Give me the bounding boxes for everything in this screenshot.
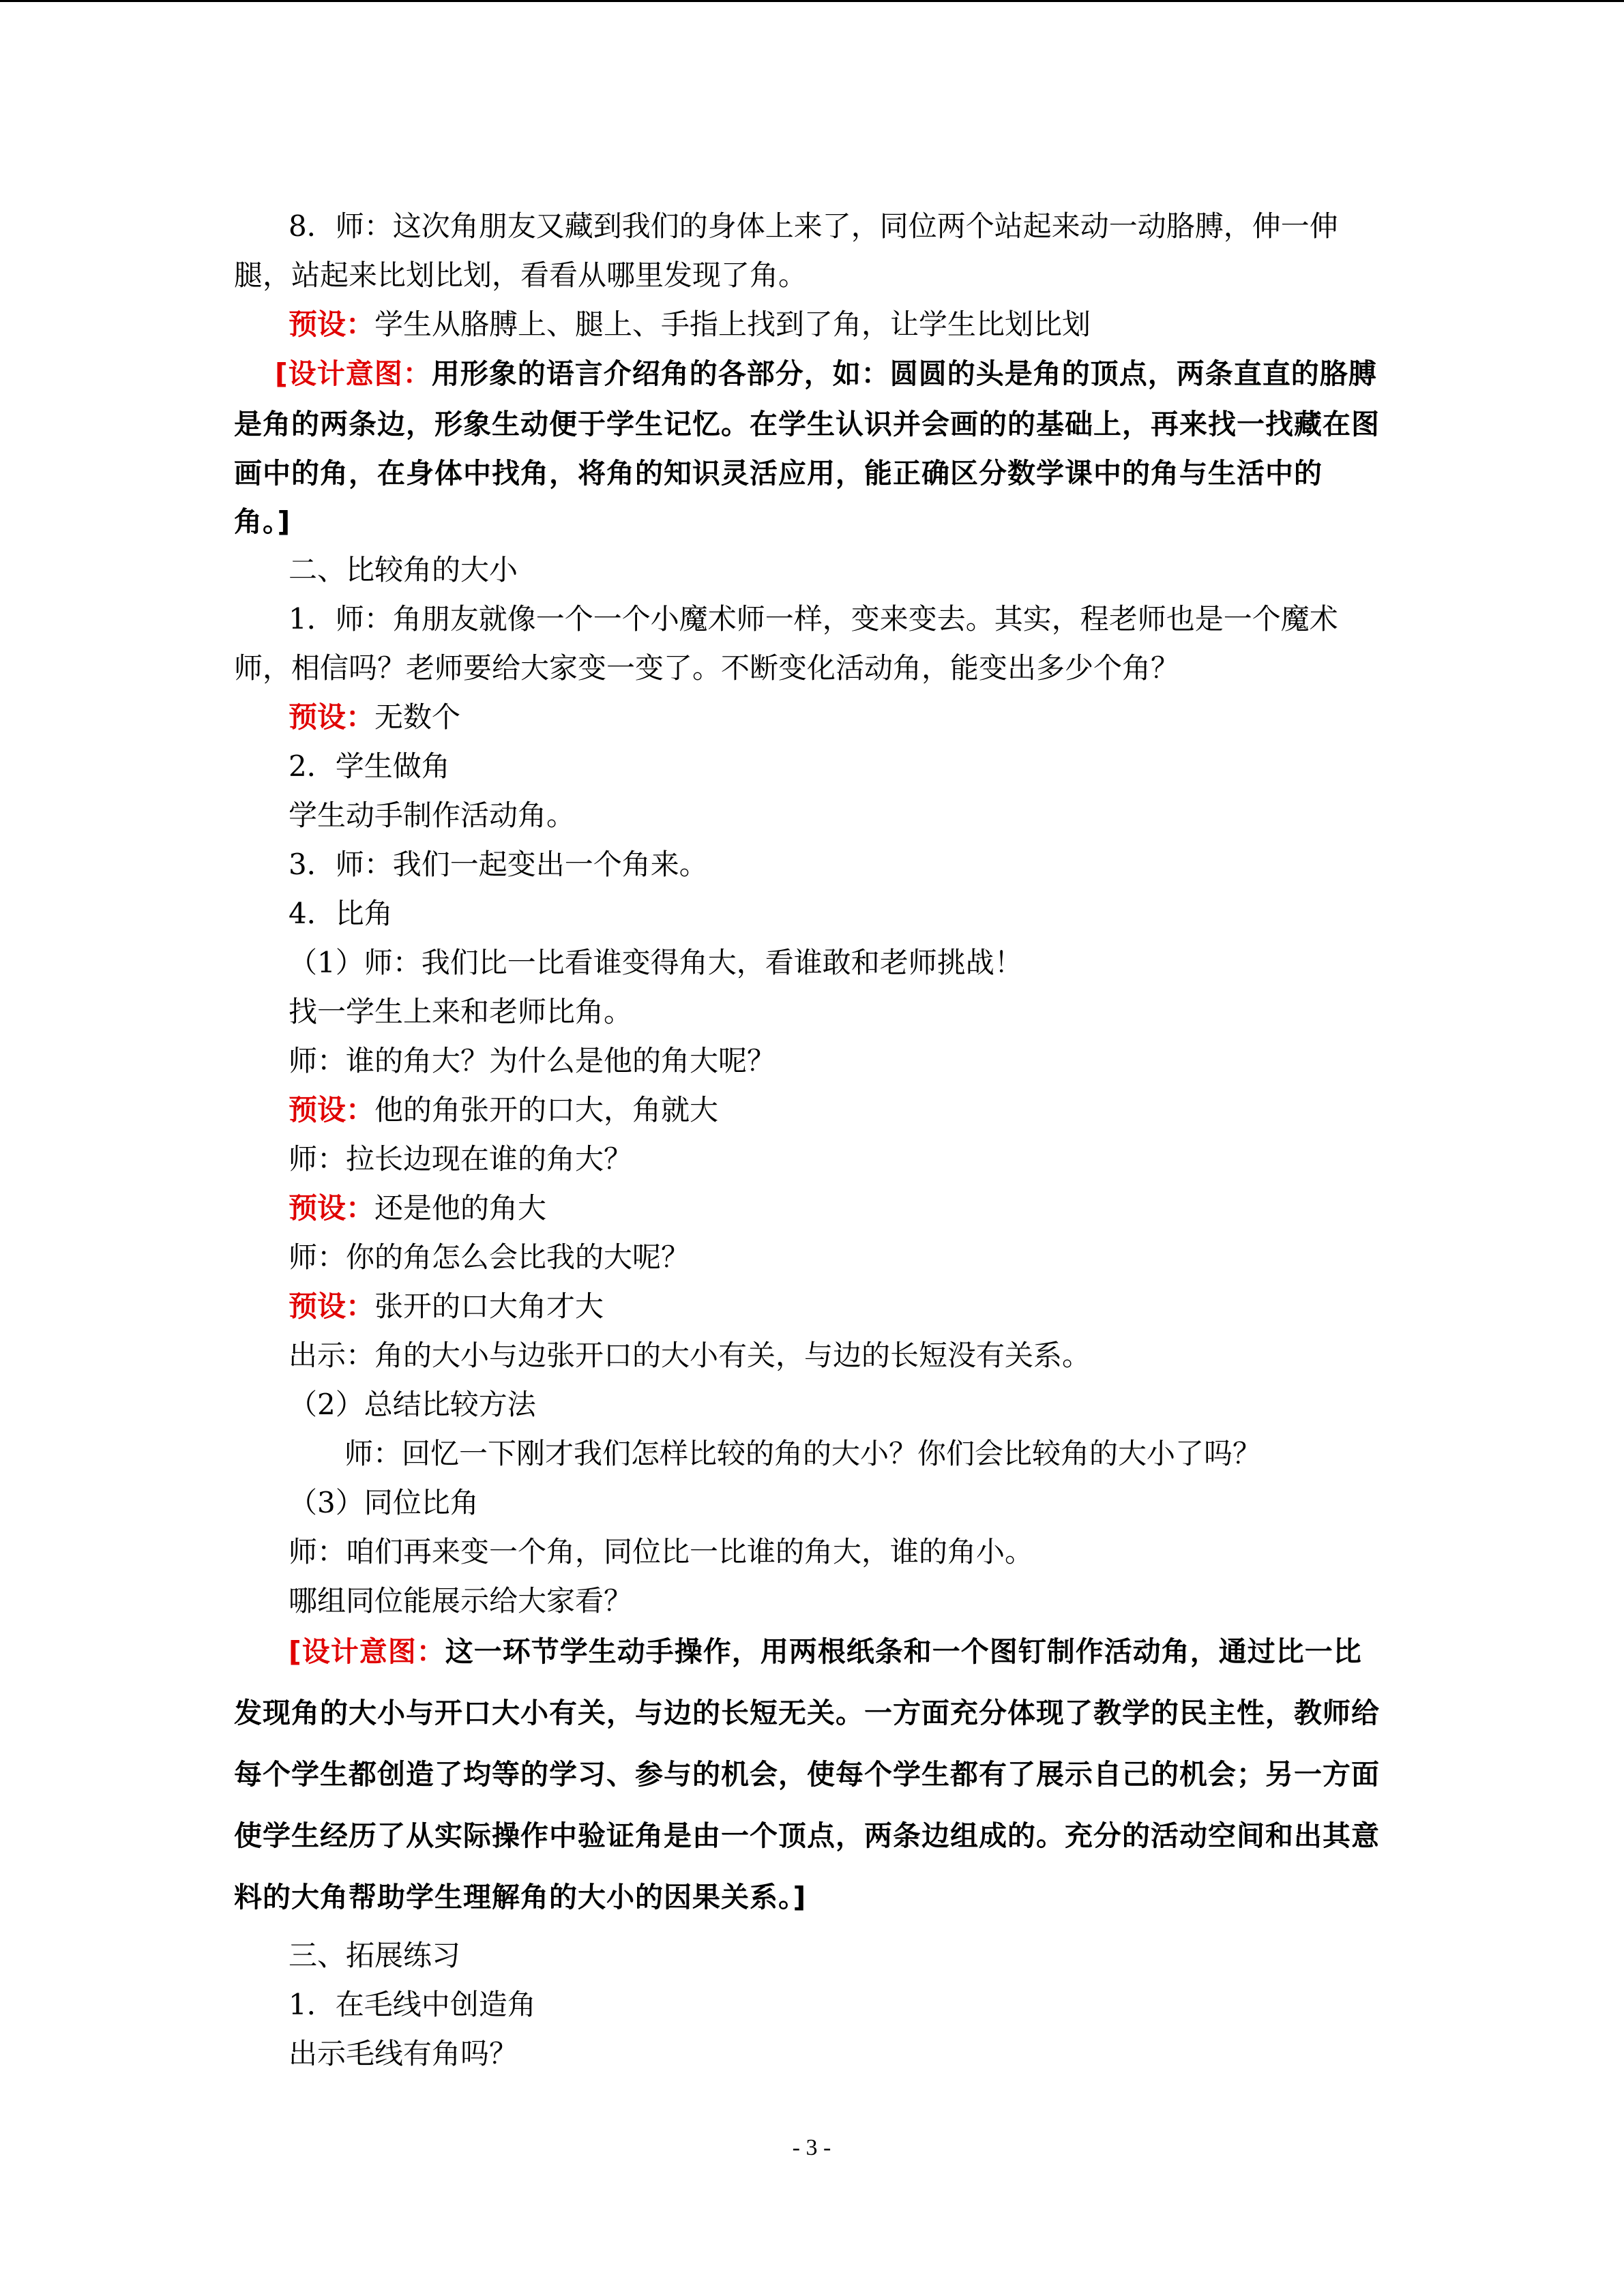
paragraph-line: 师：回忆一下刚才我们怎样比较的角的大小？你们会比较角的大小了吗？ — [344, 1437, 1262, 1470]
preset-label: 预设： — [289, 700, 375, 734]
design-note-line: 料的大角帮助学生理解角的大小的因果关系。] — [234, 1881, 807, 1913]
section-heading: 二、比较角的大小 — [289, 553, 518, 586]
design-note-text: 这一环节学生动手操作，用两根纸条和一个图钉制作活动角，通过比一比 — [445, 1635, 1362, 1668]
paragraph-line: 师：你的角怎么会比我的大呢？ — [289, 1240, 690, 1274]
preset-line — [289, 304, 1091, 345]
top-border-line — [0, 0, 1624, 2]
paragraph-line: 4．比角 — [289, 897, 393, 930]
design-note-line: 每个学生都创造了均等的学习、参与的机会，使每个学生都有了展示自己的机会；另一方面 — [234, 1758, 1380, 1791]
paragraph-line: （2）总结比较方法 — [289, 1388, 536, 1421]
preset-label: 预设： — [289, 1093, 375, 1127]
preset-line — [289, 1286, 604, 1327]
paragraph-line: 腿，站起来比划比划，看看从哪里发现了角。 — [234, 258, 808, 292]
design-note-line: 画中的角，在身体中找角，将角的知识灵活应用，能正确区分数学课中的角与生活中的 — [234, 457, 1323, 490]
paragraph-line: 师：拉长边现在谁的角大？ — [289, 1142, 633, 1176]
design-note-line: 发现角的大小与开口大小有关，与边的长短无关。一方面充分体现了教学的民主性，教师给 — [234, 1697, 1380, 1729]
page-number: - 3 - — [792, 2135, 831, 2160]
preset-line — [289, 697, 460, 738]
design-note-label: [设计意图： — [275, 357, 432, 390]
preset-text: 张开的口大角才大 — [374, 1289, 604, 1323]
design-note-line — [289, 1631, 1362, 1672]
paragraph-line: 1．在毛线中创造角 — [289, 1988, 536, 2021]
paragraph-line: 出示毛线有角吗？ — [289, 2037, 518, 2070]
paragraph-line: 找一学生上来和老师比角。 — [289, 995, 633, 1028]
design-note-line: 使学生经历了从实际操作中验证角是由一个顶点，两条边组成的。充分的活动空间和出其意 — [234, 1819, 1380, 1852]
preset-text: 他的角张开的口大，角就大 — [374, 1093, 719, 1127]
design-note-label: [设计意图： — [289, 1635, 445, 1668]
preset-label: 预设： — [289, 1191, 375, 1225]
design-note-text: 用形象的语言介绍角的各部分，如：圆圆的头是角的顶点，两条直直的胳膊 — [431, 357, 1377, 390]
paragraph-line: 哪组同位能展示给大家看？ — [289, 1584, 633, 1617]
preset-text: 学生从胳膊上、腿上、手指上找到了角，让学生比划比划 — [374, 308, 1091, 341]
preset-line — [289, 1090, 718, 1131]
preset-label: 预设： — [289, 1289, 375, 1323]
paragraph-line: 师：谁的角大？为什么是他的角大呢？ — [289, 1044, 776, 1077]
design-note-line — [275, 353, 1377, 394]
paragraph-line: 师：咱们再来变一个角，同位比一比谁的角大，谁的角小。 — [289, 1535, 1034, 1568]
paragraph-line: 8．师：这次角朋友又藏到我们的身体上来了，同位两个站起来动一动胳膊，伸一伸 — [289, 209, 1338, 243]
preset-line — [289, 1188, 546, 1229]
paragraph-line: 出示：角的大小与边张开口的大小有关，与边的长短没有关系。 — [289, 1339, 1091, 1372]
paragraph-line: 学生动手制作活动角。 — [289, 799, 576, 832]
paragraph-line: 师，相信吗？老师要给大家变一变了。不断变化活动角，能变出多少个角？ — [234, 651, 1180, 685]
section-heading: 三、拓展练习 — [289, 1939, 461, 1972]
paragraph-line: 3．师：我们一起变出一个角来。 — [289, 848, 708, 881]
paragraph-line: 1．师：角朋友就像一个一个小魔术师一样，变来变去。其实，程老师也是一个魔术 — [289, 602, 1338, 636]
design-note-line: 是角的两条边，形象生动便于学生记忆。在学生认识并会画的的基础上，再来找一找藏在图 — [234, 408, 1380, 441]
preset-label: 预设： — [289, 308, 375, 341]
preset-text: 无数个 — [374, 700, 461, 734]
preset-text: 还是他的角大 — [374, 1191, 547, 1225]
design-note-line: 角。] — [234, 505, 291, 538]
paragraph-line: （1）师：我们比一比看谁变得角大，看谁敢和老师挑战！ — [289, 946, 1023, 979]
paragraph-line: （3）同位比角 — [289, 1486, 479, 1519]
paragraph-line: 2．学生做角 — [289, 749, 450, 783]
